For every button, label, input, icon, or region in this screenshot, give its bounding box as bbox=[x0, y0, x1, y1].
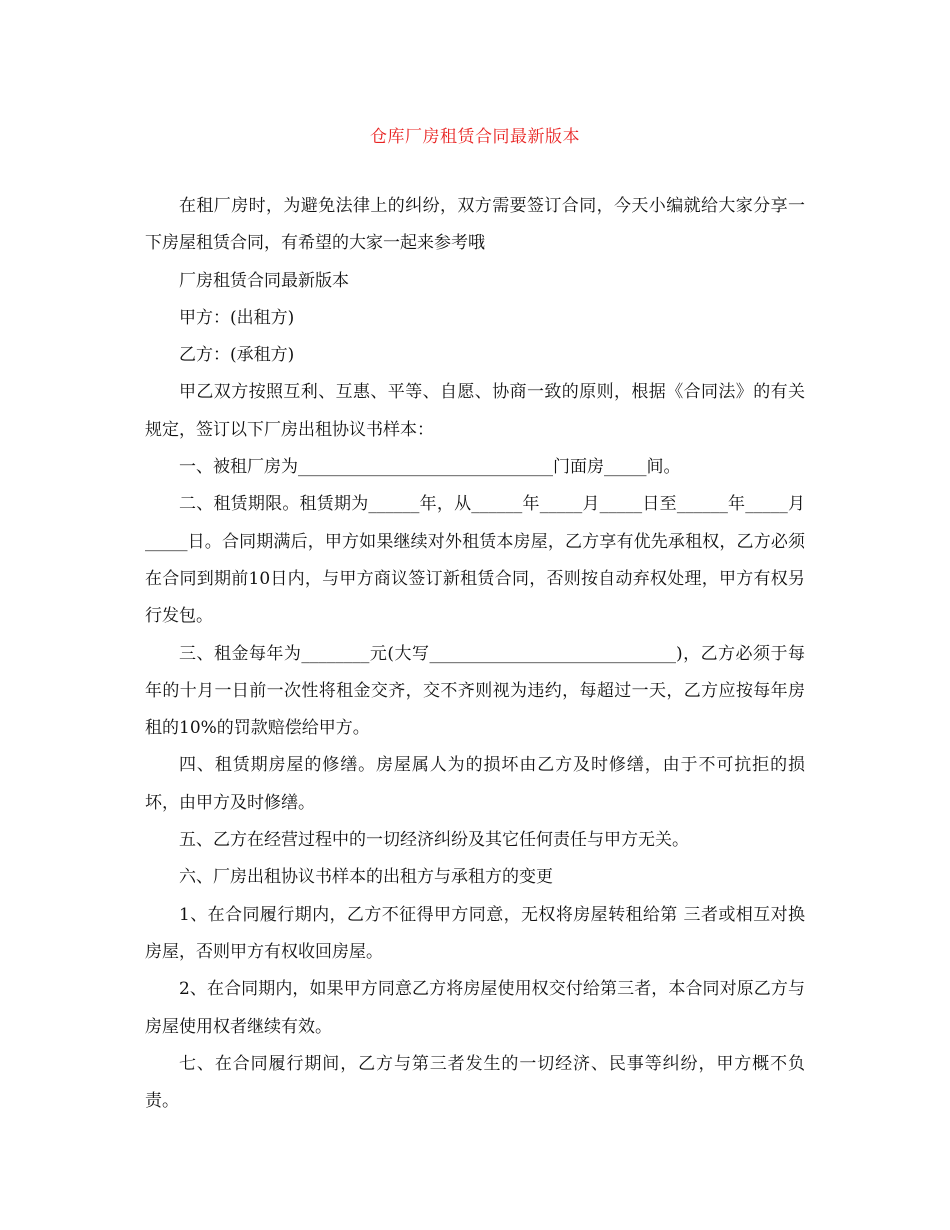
paragraph-party-a: 甲方：(出租方) bbox=[179, 307, 295, 328]
paragraph-clause-6-2: 2、在合同期内，如果甲方同意乙方将房屋使用权交付给第三者，本合同对原乙方与房屋使用权者继续有效。 bbox=[145, 979, 805, 1037]
paragraph-intro: 在租厂房时，为避免法律上的纠纷，双方需要签订合同，今天小编就给大家分享一下房屋租赁合同，有希望的大家一起来参考哦 bbox=[145, 196, 805, 254]
paragraph-principles: 甲乙双方按照互利、互惠、平等、自愿、协商一致的原则，根据《合同法》的有关规定，签订以下厂房出租协议书样本： bbox=[145, 382, 805, 440]
paragraph-clause-3: 三、租金每年为________元(大写_____________________________)，乙方必须于每年的十月一日前一次性将租金交齐，交不齐则视为违约，每超过一天，乙方应按每年房租的10%的罚款赔偿给甲方。 bbox=[145, 643, 805, 739]
document-title: 仓库厂房租赁合同最新版本 bbox=[370, 127, 580, 147]
paragraph-contract-name: 厂房租赁合同最新版本 bbox=[179, 270, 349, 291]
paragraph-clause-7: 七、在合同履行期间，乙方与第三者发生的一切经济、民事等纠纷，甲方概不负责。 bbox=[145, 1053, 805, 1112]
paragraph-clause-5: 五、乙方在经营过程中的一切经济纠纷及其它任何责任与甲方无关。 bbox=[179, 830, 689, 851]
paragraph-party-b: 乙方：(承租方) bbox=[179, 345, 295, 366]
paragraph-clause-1: 一、被租厂房为______________________________门面房_____间。 bbox=[179, 457, 681, 478]
paragraph-clause-4: 四、租赁期房屋的修缮。房屋属人为的损坏由乙方及时修缮，由于不可抗拒的损坏，由甲方及时修缮。 bbox=[145, 755, 805, 813]
paragraph-clause-2: 二、租赁期限。租赁期为______年，从______年_____月_____日至______年_____月_____日。合同期满后，甲方如果继续对外租赁本房屋，乙方享有优先承租权，乙方必须在合同到期前10日内，与甲方商议签订新租赁合同，否则按自动弃权处理，甲方有权另行发包。 bbox=[145, 494, 805, 627]
paragraph-clause-6-1: 1、在合同履行期内，乙方不征得甲方同意，无权将房屋转租给第 三者或相互对换房屋，否则甲方有权收回房屋。 bbox=[145, 904, 805, 962]
paragraph-clause-6: 六、厂房出租协议书样本的出租方与承租方的变更 bbox=[179, 867, 553, 888]
document-body bbox=[145, 188, 805, 1120]
